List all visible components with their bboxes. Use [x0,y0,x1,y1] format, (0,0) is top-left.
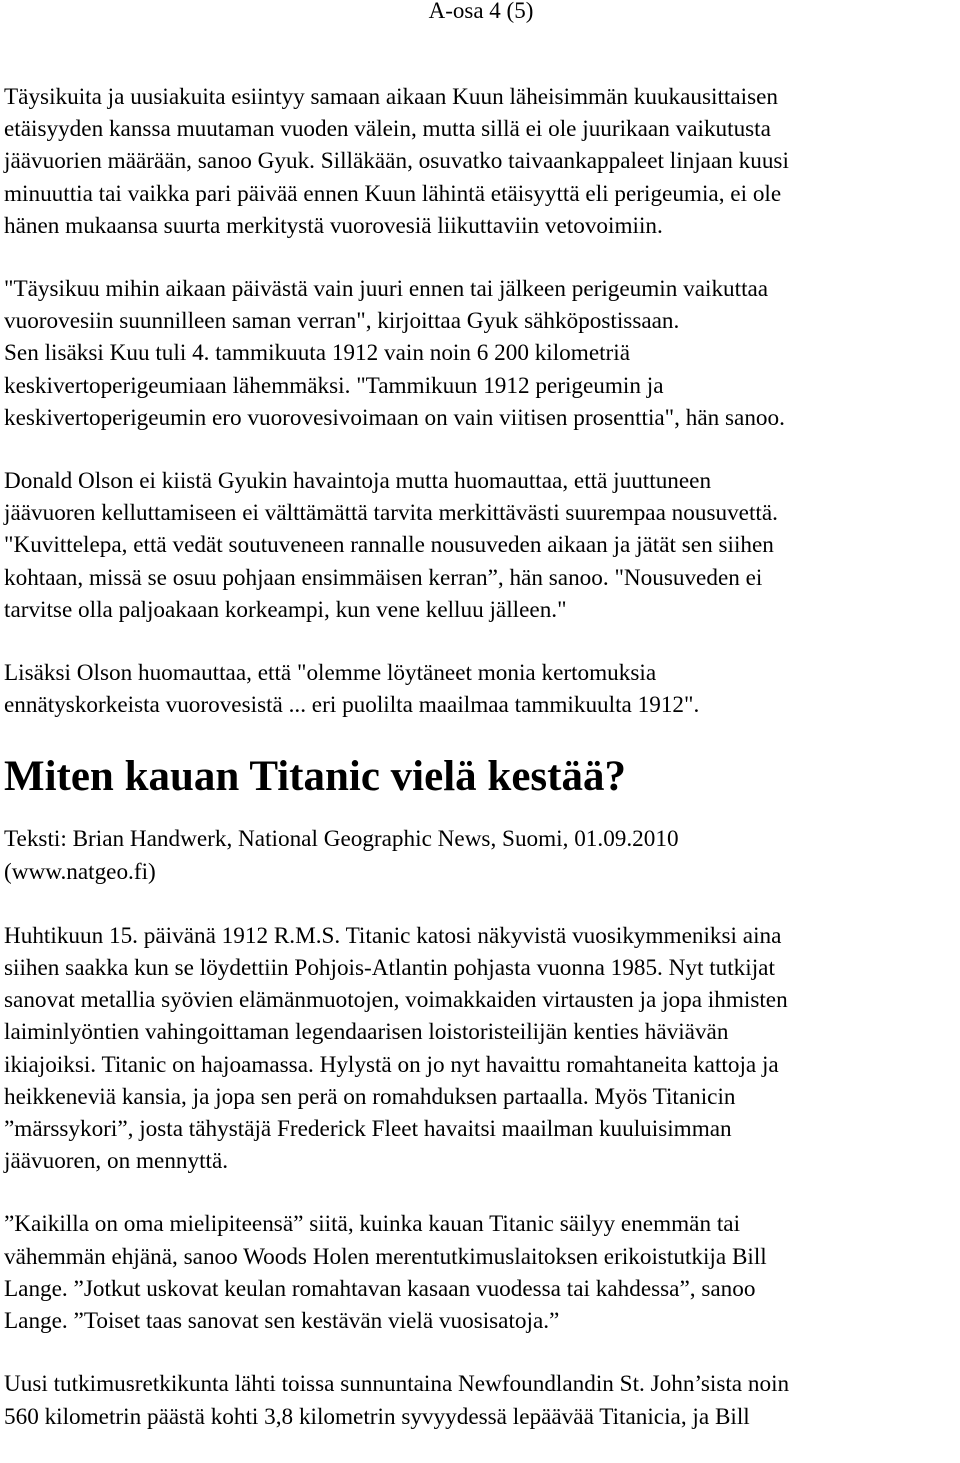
text-line: heikkeneviä kansia, ja jopa sen perä on romahduksen partaalla. Myös Titanicin [4,1083,736,1110]
text-line: Täysikuita ja uusiakuita esiintyy samaan aikaan Kuun läheisimmän kuukausittaisen [4,84,779,110]
page-header: A-osa 4 (5) [428,0,534,23]
text-line: ”Kaikilla on oma mielipiteensä” siitä, kuinka kauan Titanic säilyy enemmän tai [4,1211,741,1238]
text-line: (www.natgeo.fi) [4,858,156,885]
article-paragraph-1 [4,920,958,1178]
article-heading: Miten kauan Titanic vielä kestää? [4,753,626,801]
text-line: jäävuoren kelluttamiseen ei välttämättä tarvita merkittävästi suurempaa nousuvettä. [4,500,778,527]
text-line: minuuttia tai vaikka pari päivää ennen Kuun lähintä etäisyyttä eli perigeumia, ei ole [4,180,782,207]
text-line: keskivertoperigeumin ero vuorovesivoimaan on vain viitisen prosenttia", hän sanoo. [4,404,785,431]
text-line: Donald Olson ei kiistä Gyukin havaintoja mutta huomauttaa, että juuttuneen [4,468,712,495]
text-line: keskivertoperigeumiaan lähemmäksi. "Tammikuun 1912 perigeumin ja [4,372,664,399]
document-page [4,0,958,1433]
text-line: tarvitse olla paljoakaan korkeampi, kun vene kelluu jälleen." [4,596,567,623]
text-line: hänen mukaansa suurta merkitystä vuorovesiä liikuttaviin vetovoimiin. [4,212,663,239]
text-line: ikiajoiksi. Titanic on hajoamassa. Hylystä on jo nyt havaittu romahtaneita kattoja ja [4,1051,779,1078]
text-line: "Kuvittelepa, että vedät soutuveneen rannalle nousuveden aikaan ja jätät sen siihen [4,532,774,559]
intro-paragraph-4 [4,657,958,721]
text-line: vähemmän ehjänä, sanoo Woods Holen merentutkimuslaitoksen erikoistutkija Bill [4,1243,767,1270]
text-line: vuorovesiin suunnilleen saman verran", kirjoittaa Gyuk sähköpostissaan. [4,308,680,335]
text-line: Lange. ”Jotkut uskovat keulan romahtavan kasaan vuodessa tai kahdessa”, sanoo [4,1275,756,1302]
text-line: siihen saakka kun se löydettiin Pohjois-Atlantin pohjasta vuonna 1985. Nyt tutkijat [4,955,775,982]
text-line: kohtaan, missä se osuu pohjaan ensimmäisen kerran”, hän sanoo. "Nousuveden ei [4,564,763,591]
article-paragraph-3 [4,1368,958,1432]
text-line: laiminlyöntien vahingoittaman legendaarisen loistoristeilijän kenties häviävän [4,1019,729,1046]
text-line: Lisäksi Olson huomauttaa, että "olemme löytäneet monia kertomuksia [4,660,657,687]
text-line: sanovat metallia syövien elämänmuotojen, voimakkaiden virtausten ja jopa ihmisten [4,987,788,1014]
intro-paragraph-3 [4,465,958,626]
intro-paragraph-2 [4,273,958,434]
text-line: Lange. ”Toiset taas sanovat sen kestävän vielä vuosisatoja.” [4,1308,560,1335]
text-line: 560 kilometrin päästä kohti 3,8 kilometrin syvyydessä lepäävää Titanicia, ja Bill [4,1403,750,1430]
text-line: Huhtikuun 15. päivänä 1912 R.M.S. Titanic katosi näkyvistä vuosikymmeniksi aina [4,922,782,949]
article-paragraph-2 [4,1208,958,1337]
text-line: jäävuorien määrään, sanoo Gyuk. Silläkään, osuvatko taivaankappaleet linjaan kuusi [4,148,789,175]
text-line: jäävuoren, on mennyttä. [4,1148,229,1175]
text-line: Sen lisäksi Kuu tuli 4. tammikuuta 1912 vain noin 6 200 kilometriä [4,340,631,367]
text-line: etäisyyden kanssa muutaman vuoden välein, mutta sillä ei ole juurikaan vaikutusta [4,116,771,143]
intro-paragraph-1 [4,81,958,242]
text-line: "Täysikuu mihin aikaan päivästä vain juuri ennen tai jälkeen perigeumin vaikuttaa [4,276,769,303]
article-byline [4,823,958,887]
text-line: Teksti: Brian Handwerk, National Geographic News, Suomi, 01.09.2010 [4,826,679,853]
text-line: ennätyskorkeista vuorovesistä ... eri puolilta maailmaa tammikuulta 1912". [4,692,700,719]
text-line: ”märssykori”, josta tähystäjä Frederick Fleet havaitsi maailman kuuluisimman [4,1116,732,1143]
text-line: Uusi tutkimusretkikunta lähti toissa sunnuntaina Newfoundlandin St. John’sista noin [4,1371,790,1398]
